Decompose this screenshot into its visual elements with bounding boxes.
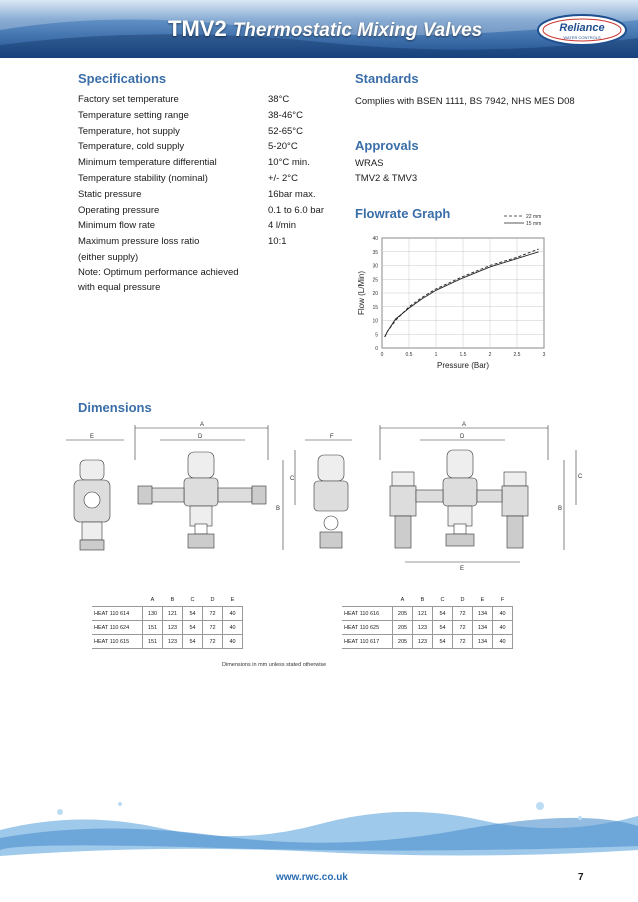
flowrate-chart xyxy=(350,200,580,375)
y-axis-label: Flow (L/Min) xyxy=(357,270,366,316)
table-cell: 151 xyxy=(143,621,163,635)
reliance-logo xyxy=(536,13,628,47)
table-cell: 134 xyxy=(473,635,493,649)
spec-value: 4 l/min xyxy=(268,220,296,232)
spec-value: 5-20°C xyxy=(268,141,298,153)
y-tick-label: 25 xyxy=(372,277,378,284)
page-number: 7 xyxy=(578,872,584,883)
y-tick-label: 30 xyxy=(372,263,378,270)
model-number: HEAT 110 614 xyxy=(92,607,143,621)
model-number: HEAT 110 616 xyxy=(342,607,393,621)
spec-value: 0.1 to 6.0 bar xyxy=(268,204,324,216)
dim-letter-a: A xyxy=(462,422,467,428)
dim-letter-e: E xyxy=(90,434,95,440)
page-title: TMV2 Thermostatic Mixing Valves xyxy=(168,16,483,41)
table-cell: 134 xyxy=(473,621,493,635)
table-cell: 123 xyxy=(163,621,183,635)
dimensions-title: Dimensions xyxy=(78,400,152,415)
table-row xyxy=(92,635,243,649)
table-cell: 54 xyxy=(433,621,453,635)
dim-letter-d: D xyxy=(198,434,203,440)
table-cell: 54 xyxy=(183,635,203,649)
table-cell: 205 xyxy=(393,621,413,635)
spec-note: Note: Optimum performance achieved xyxy=(78,267,239,278)
spec-value: 10°C min. xyxy=(268,157,310,169)
footer-website-link[interactable]: www.rwc.co.uk xyxy=(276,872,348,883)
table-cell: 121 xyxy=(413,607,433,621)
dimensions-table-1 xyxy=(92,593,243,649)
specifications-title: Specifications xyxy=(78,71,167,86)
table-cell: 40 xyxy=(223,635,243,649)
model-number: HEAT 110 624 xyxy=(92,621,143,635)
dim-letter-f: F xyxy=(330,434,334,440)
table-row xyxy=(342,635,513,649)
x-tick-label: 1.5 xyxy=(459,352,467,358)
table-header: A xyxy=(143,593,163,607)
x-tick-label: 0 xyxy=(380,352,384,358)
table-cell: 40 xyxy=(493,607,513,621)
spec-value: 52-65°C xyxy=(268,125,303,137)
spec-label: Maximum pressure loss ratio xyxy=(78,236,200,248)
spec-value: 16bar max. xyxy=(268,188,316,200)
legend-label: 15 mm xyxy=(526,221,542,227)
table-cell: 54 xyxy=(183,607,203,621)
legend-label: 22 mm xyxy=(526,214,542,220)
dim-letter-e: E xyxy=(460,566,465,572)
table-header: D xyxy=(203,593,223,607)
spec-label: Factory set temperature xyxy=(78,94,179,105)
table-cell: 40 xyxy=(493,635,513,649)
spec-value: 38°C xyxy=(268,94,290,105)
table-row xyxy=(92,607,243,621)
table-cell: 72 xyxy=(203,607,223,621)
valve-drawings xyxy=(0,420,638,580)
model-number: HEAT 110 617 xyxy=(342,635,393,649)
dim-letter-a: A xyxy=(200,422,205,428)
table-cell: 205 xyxy=(393,635,413,649)
approvals-title: Approvals xyxy=(355,138,419,153)
y-tick-label: 0 xyxy=(375,346,378,352)
dimensions-table-2 xyxy=(342,593,513,649)
y-tick-label: 10 xyxy=(372,318,378,325)
table-row xyxy=(92,621,243,635)
x-tick-label: 0.5 xyxy=(405,352,413,358)
table-cell: 72 xyxy=(203,635,223,649)
table-row xyxy=(342,607,513,621)
table-header: E xyxy=(473,593,493,607)
dim-letter-b: B xyxy=(276,506,281,512)
flowrate-title: Flowrate Graph xyxy=(355,206,451,221)
table-header: D xyxy=(453,593,473,607)
table-cell: 40 xyxy=(493,621,513,635)
table-cell: 40 xyxy=(223,621,243,635)
y-tick-label: 40 xyxy=(372,236,378,242)
model-number: HEAT 110 615 xyxy=(92,635,143,649)
table-cell: 205 xyxy=(393,607,413,621)
approvals-line: TMV2 & TMV3 xyxy=(355,173,418,184)
spec-value: +/- 2°C xyxy=(268,173,298,184)
y-tick-label: 35 xyxy=(372,249,378,256)
table-cell: 72 xyxy=(453,635,473,649)
table-cell: 40 xyxy=(223,607,243,621)
table-cell: 151 xyxy=(143,635,163,649)
spec-value: 38-46°C xyxy=(268,109,303,121)
x-tick-label: 1 xyxy=(434,352,438,358)
table-cell: 54 xyxy=(183,621,203,635)
table-cell: 72 xyxy=(203,621,223,635)
spec-label: Temperature, hot supply xyxy=(78,125,180,137)
spec-label: Minimum temperature differential xyxy=(78,157,217,169)
spec-value: 10:1 xyxy=(268,236,287,248)
table-cell: 54 xyxy=(433,635,453,649)
x-axis-label: Pressure (Bar) xyxy=(436,361,490,370)
dim-letter-c: C xyxy=(578,474,583,480)
model-number: HEAT 110 625 xyxy=(342,621,393,635)
standards-title: Standards xyxy=(355,71,419,86)
svg-text:WATER CONTROLS: WATER CONTROLS xyxy=(563,35,601,40)
table-cell: 130 xyxy=(143,607,163,621)
dim-letter-c: C xyxy=(290,476,295,482)
table-header: C xyxy=(433,593,453,607)
dimensions-note: Dimensions in mm unless stated otherwise xyxy=(222,662,327,668)
spec-label: Temperature, cold supply xyxy=(78,141,185,153)
table-cell: 121 xyxy=(163,607,183,621)
table-row xyxy=(342,621,513,635)
table-cell: 134 xyxy=(473,607,493,621)
y-tick-label: 15 xyxy=(372,304,378,311)
spec-note: with equal pressure xyxy=(78,282,161,293)
table-cell: 54 xyxy=(433,607,453,621)
spec-label: Temperature setting range xyxy=(78,109,189,121)
spec-note: (either supply) xyxy=(78,252,139,263)
footer-water-graphic xyxy=(0,790,638,865)
table-cell: 123 xyxy=(413,621,433,635)
table-header: C xyxy=(183,593,203,607)
x-tick-label: 3 xyxy=(542,352,546,358)
table-cell: 72 xyxy=(453,607,473,621)
table-header: F xyxy=(493,593,513,607)
table-header: A xyxy=(393,593,413,607)
table-cell: 72 xyxy=(453,621,473,635)
approvals-line: WRAS xyxy=(355,158,384,169)
table-header: B xyxy=(413,593,433,607)
table-cell: 123 xyxy=(413,635,433,649)
dim-letter-b: B xyxy=(558,506,563,512)
spec-label: Temperature stability (nominal) xyxy=(78,173,208,184)
table-cell: 123 xyxy=(163,635,183,649)
x-tick-label: 2 xyxy=(488,352,492,358)
dim-letter-d: D xyxy=(460,434,465,440)
standards-text: Complies with BSEN 1111, BS 7942, NHS MES D08 xyxy=(355,96,575,107)
svg-text:Reliance: Reliance xyxy=(559,22,605,34)
y-tick-label: 20 xyxy=(372,291,378,297)
spec-label: Operating pressure xyxy=(78,204,160,216)
spec-label: Static pressure xyxy=(78,188,142,200)
table-header: E xyxy=(223,593,243,607)
x-tick-label: 2.5 xyxy=(513,352,521,358)
page-header xyxy=(0,0,638,58)
y-tick-label: 5 xyxy=(375,332,378,339)
spec-label: Minimum flow rate xyxy=(78,220,156,232)
table-header: B xyxy=(163,593,183,607)
